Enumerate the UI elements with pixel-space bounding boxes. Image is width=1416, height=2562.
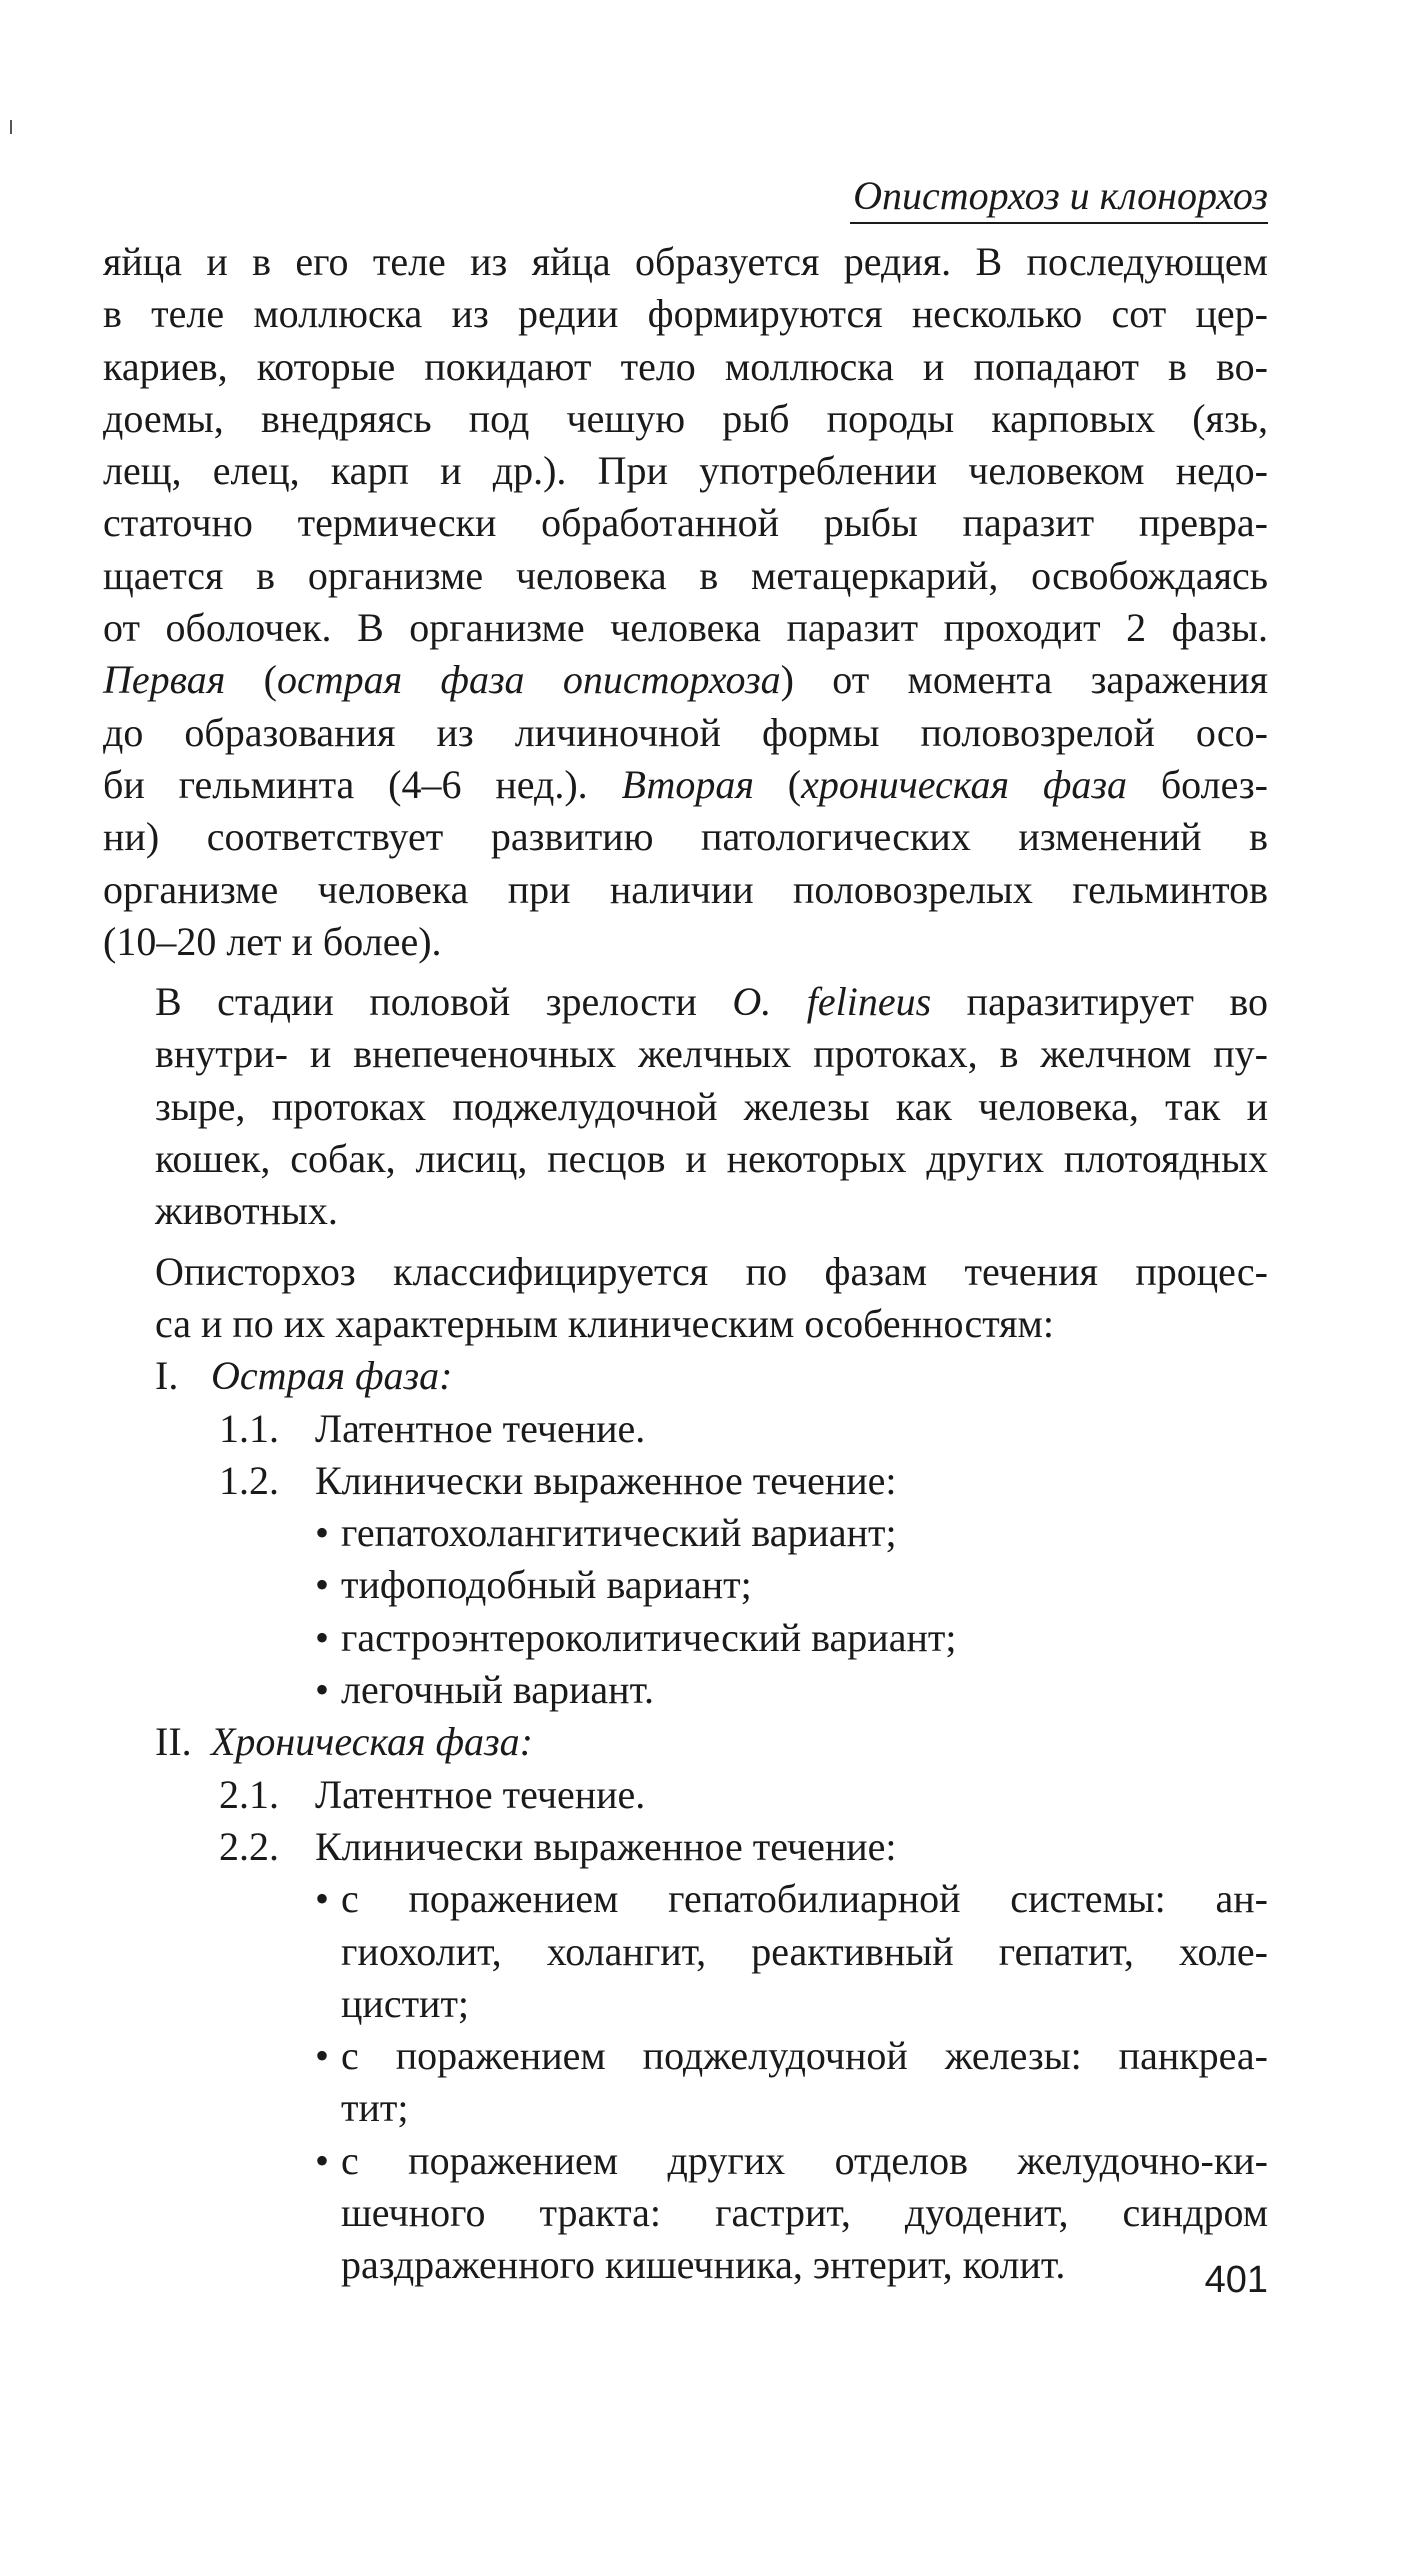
- italic-term: острая фаза описторхоза: [276, 657, 781, 703]
- bullet-icon: •: [315, 2137, 330, 2183]
- text-line: (10–20 лет и более).: [103, 918, 442, 964]
- bullet-icon: •: [315, 1876, 330, 1922]
- text-line: са и по их характерным клиническим особенностям:: [155, 1300, 1054, 1346]
- text-run: би гельминта (4–6 нед.).: [103, 761, 622, 807]
- text-line: [103, 654, 1268, 706]
- text-run: (: [225, 657, 277, 703]
- bullet-icon: •: [315, 2033, 330, 2079]
- body-text: [103, 236, 1268, 2292]
- list-number: 1.1.: [219, 1405, 279, 1451]
- list-label: [341, 2030, 1268, 2135]
- list-label: [341, 1873, 1268, 2030]
- list-item-lesion: [103, 2030, 1268, 2135]
- text-line: щается в организме человека в метацеркарий, освобождаясь: [103, 552, 1268, 598]
- text-run: ) от момента заражения: [780, 657, 1268, 703]
- classification-list: [103, 1350, 1268, 2291]
- text-line: статочно термически обработанной рыбы паразит превра-: [103, 500, 1268, 546]
- list-number: 1.2.: [219, 1457, 279, 1503]
- list-number: II.: [155, 1719, 192, 1765]
- list-label: Латентное течение.: [315, 1405, 646, 1451]
- bullet-icon: •: [315, 1667, 330, 1713]
- text-line: [103, 976, 1268, 1028]
- text-line: ни) соответствует развитию патологических изменений в: [103, 814, 1268, 860]
- list-label: легочный вариант.: [341, 1667, 655, 1713]
- text-line: зыре, протоках поджелудочной железы как человека, так и: [155, 1083, 1268, 1129]
- text-run: В стадии половой зрелости: [155, 979, 733, 1025]
- list-item-chronic-latent: [103, 1769, 1268, 1821]
- list-item-variant: [103, 1559, 1268, 1611]
- text-line: гиохолит, холангит, реактивный гепатит, холе-: [341, 1928, 1268, 1974]
- text-line: Описторхоз классифицируется по фазам течения процес-: [155, 1248, 1268, 1294]
- list-label: гастроэнтероколитический вариант;: [341, 1614, 957, 1660]
- text-line: [103, 759, 1268, 811]
- list-number: I.: [155, 1353, 179, 1399]
- text-line: кошек, собак, лисиц, песцов и некоторых других плотоядных: [155, 1136, 1268, 1182]
- text-line: доемы, внедряясь под чешую рыб породы карповых (язь,: [103, 395, 1268, 441]
- paragraph-2: [103, 976, 1268, 1237]
- paragraph-1: [103, 236, 1268, 968]
- text-line: животных.: [155, 1188, 338, 1234]
- text-line: цистит;: [341, 1980, 470, 2026]
- list-number: 2.1.: [219, 1771, 279, 1817]
- text-line: с поражением гепатобилиарной системы: ан-: [341, 1876, 1268, 1922]
- text-run: болез-: [1126, 761, 1268, 807]
- text-line: с поражением других отделов желудочно-ки-: [341, 2137, 1268, 2183]
- list-item-chronic-clinical: [103, 1821, 1268, 1873]
- page-number: 401: [1204, 2259, 1268, 2301]
- running-header: Описторхоз и клонорхоз: [853, 173, 1268, 218]
- text-line: кариев, которые покидают тело моллюска и попадают в во-: [103, 343, 1268, 389]
- list-item-acute-phase: [103, 1350, 1268, 1402]
- text-line: в теле моллюска из редии формируются несколько сот цер-: [103, 291, 1268, 337]
- text-run: паразитирует во: [931, 979, 1268, 1025]
- list-item-variant: [103, 1664, 1268, 1716]
- bullet-icon: •: [315, 1562, 330, 1608]
- text-line: яйца и в его теле из яйца образуется редия. В последующем: [103, 239, 1268, 284]
- list-label: Клинически выраженное течение:: [315, 1457, 897, 1503]
- list-item-chronic-phase: [103, 1716, 1268, 1768]
- text-line: лещ, елец, карп и др.). При употреблении человеком недо-: [103, 448, 1268, 494]
- list-item-variant: [103, 1507, 1268, 1559]
- scan-mark: [10, 120, 12, 134]
- list-item-acute-latent: [103, 1403, 1268, 1455]
- text-line: внутри- и внепеченочных желчных протоках, в желчном пу-: [155, 1031, 1268, 1077]
- list-label: Хроническая фаза:: [211, 1719, 533, 1765]
- italic-term: хроническая фаза: [801, 761, 1127, 807]
- list-label: [341, 2135, 1268, 2292]
- list-item-variant: [103, 1612, 1268, 1664]
- italic-term: Вторая: [621, 761, 754, 807]
- list-label: тифоподобный вариант;: [341, 1562, 752, 1608]
- bullet-icon: •: [315, 1614, 330, 1660]
- text-line: шечного тракта: гастрит, дуоденит, синдром: [341, 2189, 1268, 2235]
- list-label: Клинически выраженное течение:: [315, 1823, 897, 1869]
- text-line: раздраженного кишечника, энтерит, колит.: [341, 2242, 1066, 2288]
- italic-term: Первая: [103, 657, 226, 703]
- list-label: Латентное течение.: [315, 1771, 646, 1817]
- list-number: 2.2.: [219, 1823, 279, 1869]
- text-line: с поражением поджелудочной железы: панкреа-: [341, 2033, 1268, 2079]
- bullet-icon: •: [315, 1510, 330, 1556]
- text-line: до образования из личиночной формы половозрелой осо-: [103, 709, 1268, 755]
- text-run: (: [753, 761, 802, 807]
- list-label: гепатохолангитический вариант;: [341, 1510, 897, 1556]
- list-item-acute-clinical: [103, 1455, 1268, 1507]
- list-item-lesion: [103, 1873, 1268, 2030]
- text-line: организме человека при наличии половозрелых гельминтов: [103, 866, 1268, 912]
- list-item-lesion: [103, 2135, 1268, 2292]
- header-rule: [850, 222, 1268, 224]
- species-name: O. felineus: [732, 979, 932, 1025]
- paragraph-3: [103, 1246, 1268, 1351]
- text-line: от оболочек. В организме человека паразит проходит 2 фазы.: [103, 605, 1268, 651]
- text-line: тит;: [341, 2085, 409, 2131]
- list-label: Острая фаза:: [211, 1353, 453, 1399]
